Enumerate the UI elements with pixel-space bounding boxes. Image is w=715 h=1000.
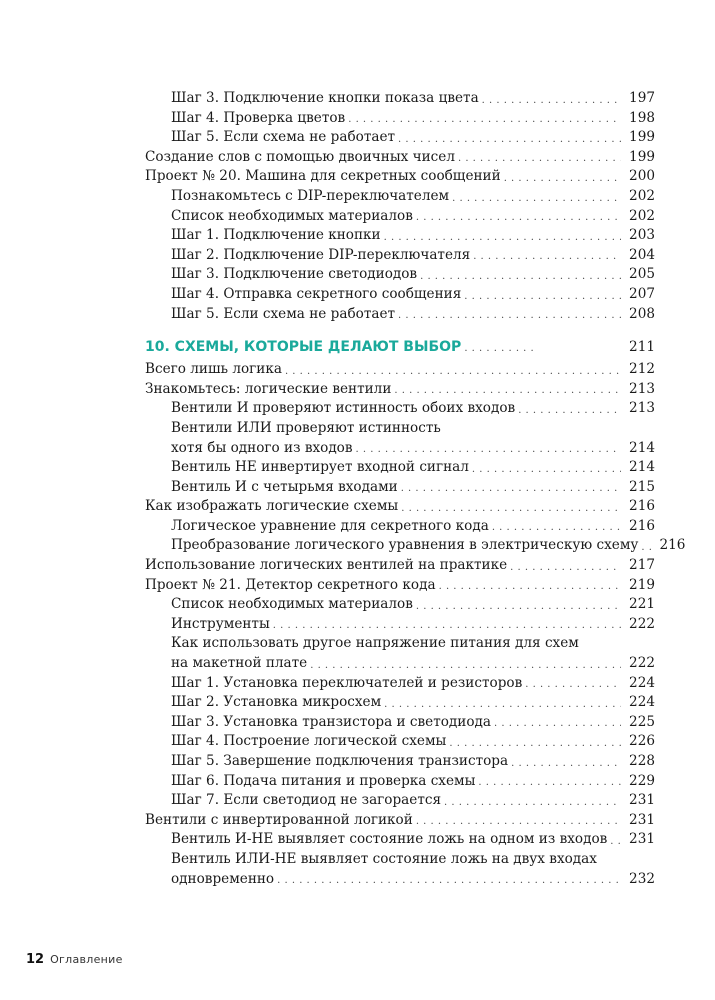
toc-entry-page: 224: [629, 674, 655, 691]
toc-entry-page: 231: [629, 831, 655, 848]
toc-entry[interactable]: [145, 654, 655, 674]
toc-entry-page: 217: [629, 557, 655, 574]
toc-entry-page: 203: [629, 227, 655, 244]
toc-entry-page: 221: [629, 596, 655, 613]
toc-entry[interactable]: [145, 458, 655, 478]
toc-entry-page: 226: [629, 733, 655, 750]
toc-entry-page: 219: [629, 576, 655, 593]
toc-entry-title-continuation: одновременно: [171, 870, 275, 887]
toc-leader-dots: [464, 337, 621, 357]
toc-entry-title: Инструменты: [171, 615, 270, 632]
toc-entry-page: 214: [629, 439, 655, 456]
toc-entry-page: 197: [629, 90, 655, 106]
toc-leader-dots: [398, 128, 621, 148]
toc-entry[interactable]: [145, 752, 655, 772]
toc-entry-title: Шаг 3. Установка транзистора и светодиода: [171, 713, 492, 730]
toc-entry-title: Проект № 20. Машина для секретных сообщений: [145, 168, 501, 185]
toc-leader-dots: [518, 399, 621, 419]
toc-leader-dots: [464, 285, 621, 305]
toc-entry-page: 224: [629, 694, 655, 711]
toc-entry-page: 212: [629, 361, 655, 378]
toc-entry-title: Вентили с инвертированной логикой: [145, 811, 413, 828]
toc-entry-title-line: Вентили ИЛИ проверяют истинность: [171, 419, 441, 436]
toc-entry-title: Шаг 5. Завершение подключения транзистора: [171, 753, 509, 769]
toc-entry[interactable]: [145, 732, 655, 752]
toc-leader-dots: [494, 713, 621, 733]
toc-entry[interactable]: [145, 226, 655, 246]
toc-leader-dots: [310, 654, 621, 674]
toc-leader-dots: [401, 478, 621, 498]
toc-leader-dots: [401, 497, 621, 517]
toc-leader-dots: [416, 207, 621, 227]
toc-leader-dots: [458, 148, 621, 168]
toc-entry-title: Шаг 4. Построение логической схемы: [171, 733, 447, 750]
toc-entry-page: 222: [629, 615, 655, 632]
toc-entry-title: Создание слов с помощью двоичных чисел: [145, 148, 455, 165]
toc-entry-page: 199: [629, 148, 655, 165]
toc-entry-page: 199: [629, 129, 655, 146]
toc-entry-page: 228: [629, 753, 655, 769]
toc-leader-dots: [444, 791, 621, 811]
toc-leader-dots: [348, 109, 621, 129]
toc-entry-title: Шаг 7. Если светодиод не загорается: [171, 792, 442, 809]
toc-entry-page: 215: [629, 478, 655, 495]
toc-entry-title-line: Как использовать другое напряжение питания для схем: [171, 635, 579, 652]
toc-entry-title: Логическое уравнение для секретного кода: [171, 517, 489, 534]
toc-entry-title-continuation: хотя бы одного из входов: [171, 439, 353, 456]
toc-entry-page: 216: [629, 517, 655, 534]
toc-entry-title: Список необходимых материалов: [171, 207, 413, 224]
toc-entry[interactable]: [145, 556, 655, 576]
toc-entry-title-continuation: на макетной плате: [171, 655, 308, 672]
toc-entry-title: Шаг 1. Установка переключателей и резисторов: [171, 674, 523, 691]
toc-entry[interactable]: [145, 109, 655, 129]
toc-entry-page: 204: [629, 246, 655, 263]
toc-entry-title: Шаг 2. Установка микросхем: [171, 694, 382, 711]
toc-entry-title: Проект № 21. Детектор секретного кода: [145, 576, 436, 593]
toc-leader-dots: [285, 360, 621, 380]
toc-entry[interactable]: [145, 595, 655, 615]
toc-leader-dots: [416, 595, 621, 615]
toc-entry-page: 200: [629, 168, 655, 185]
toc-entry-title: Как изображать логические схемы: [145, 498, 399, 515]
page-number: 12: [26, 952, 45, 967]
toc-entry[interactable]: [145, 576, 655, 596]
toc-entry[interactable]: [145, 128, 655, 148]
toc-entry[interactable]: [145, 478, 655, 498]
toc-entry-page: 202: [629, 207, 655, 224]
toc-entry[interactable]: [145, 89, 655, 109]
toc-leader-dots: [492, 517, 621, 537]
toc-leader-dots: [511, 752, 621, 772]
toc-entry-title: Преобразование логического уравнения в электрическую схему: [171, 537, 639, 554]
toc-entry-title: Вентиль И-НЕ выявляет состояние ложь на одном из входов: [171, 831, 608, 848]
toc-leader-dots: [384, 693, 621, 713]
toc-entry-title: Использование логических вентилей на практике: [145, 557, 508, 574]
toc-entry-page: 208: [629, 305, 655, 322]
toc-leader-dots: [473, 246, 621, 266]
toc-entry[interactable]: [145, 830, 655, 850]
table-of-contents: [145, 89, 686, 889]
toc-entry[interactable]: [145, 517, 655, 537]
toc-leader-dots: [504, 167, 621, 187]
toc-entry[interactable]: [145, 615, 655, 635]
toc-entry-title: Список необходимых материалов: [171, 596, 413, 613]
toc-entry[interactable]: [145, 772, 655, 792]
toc-leader-dots: [525, 674, 621, 694]
toc-entry[interactable]: [145, 791, 655, 811]
toc-entry-page: 222: [629, 655, 655, 672]
toc-entry-page: 213: [629, 380, 655, 397]
toc-entry[interactable]: [145, 536, 686, 556]
toc-leader-dots: [610, 830, 621, 850]
toc-entry[interactable]: [145, 187, 655, 207]
toc-leader-dots: [439, 576, 621, 596]
toc-entry-title: Познакомьтесь с DIP-переключателем: [171, 187, 450, 204]
toc-leader-dots: [384, 226, 621, 246]
toc-entry[interactable]: [145, 265, 655, 285]
toc-entry-page: 229: [629, 772, 655, 789]
toc-entry[interactable]: [145, 870, 655, 890]
toc-leader-dots: [641, 536, 651, 556]
toc-leader-dots: [398, 305, 621, 325]
toc-entry[interactable]: [145, 693, 655, 713]
toc-leader-dots: [449, 732, 621, 752]
toc-entry[interactable]: [145, 360, 655, 380]
toc-entry-title: Шаг 3. Подключение светодиодов: [171, 266, 418, 283]
toc-entry-page: 225: [629, 713, 655, 730]
toc-leader-dots: [394, 380, 621, 400]
toc-entry-page: 198: [629, 109, 655, 126]
toc-entry-page: 205: [629, 266, 655, 283]
toc-entry-title: Шаг 1. Подключение кнопки: [171, 227, 381, 244]
toc-leader-dots: [478, 772, 621, 792]
toc-entry-title: Вентиль НЕ инвертирует входной сигнал: [171, 459, 469, 476]
toc-entry-title: Шаг 5. Если схема не работает: [171, 305, 396, 322]
toc-entry[interactable]: [145, 497, 655, 517]
toc-entry[interactable]: [145, 439, 655, 459]
running-header-label: Оглавление: [50, 953, 123, 966]
toc-entry-title: Шаг 2. Подключение DIP-переключателя: [171, 246, 471, 263]
toc-entry-title: Знакомьтесь: логические вентили: [145, 380, 392, 397]
toc-entry[interactable]: [145, 713, 655, 733]
toc-entry-title: Шаг 3. Подключение кнопки показа цвета: [171, 90, 479, 106]
toc-entry-page: 232: [629, 870, 655, 887]
toc-chapter-heading[interactable]: [145, 337, 655, 357]
toc-entry-title: Шаг 6. Подача питания и проверка схемы: [171, 772, 476, 789]
toc-entry-page: 216: [659, 537, 686, 554]
toc-entry-title-line: Вентиль ИЛИ-НЕ выявляет состояние ложь на двух входах: [171, 850, 597, 867]
toc-entry-title: Вентиль И с четырьмя входами: [171, 478, 398, 495]
toc-entry-page: 231: [629, 811, 655, 828]
toc-entry-page: 207: [629, 285, 655, 302]
toc-leader-dots: [273, 615, 621, 635]
toc-entry-page: 202: [629, 187, 655, 204]
toc-leader-dots: [510, 556, 621, 576]
toc-entry-title: Шаг 4. Проверка цветов: [171, 109, 346, 126]
toc-entry-page: 211: [629, 339, 655, 356]
toc-entry[interactable]: [145, 811, 655, 831]
toc-entry-title: Шаг 5. Если схема не работает: [171, 129, 396, 146]
toc-leader-dots: [452, 187, 621, 207]
toc-entry-title: 10. СХЕМЫ, КОТОРЫЕ ДЕЛАЮТ ВЫБОР: [145, 339, 462, 356]
toc-entry[interactable]: [145, 380, 655, 400]
toc-entry-title: Всего лишь логика: [145, 361, 282, 378]
toc-entry-page: 231: [629, 792, 655, 809]
toc-entry[interactable]: [145, 246, 655, 266]
toc-entry[interactable]: [145, 399, 655, 419]
toc-entry[interactable]: [145, 207, 655, 227]
toc-leader-dots: [472, 458, 621, 478]
toc-entry-title: Шаг 4. Отправка секретного сообщения: [171, 285, 462, 302]
toc-entry-page: 216: [629, 498, 655, 515]
toc-leader-dots: [482, 89, 621, 109]
toc-leader-dots: [277, 870, 621, 890]
toc-entry-page: 214: [629, 459, 655, 476]
toc-leader-dots: [356, 439, 621, 459]
toc-entry-page: 213: [629, 400, 655, 417]
toc-entry[interactable]: [145, 674, 655, 694]
toc-entry[interactable]: [145, 305, 655, 325]
toc-leader-dots: [420, 265, 621, 285]
toc-leader-dots: [416, 811, 621, 831]
toc-entry[interactable]: [145, 285, 655, 305]
toc-entry[interactable]: [145, 148, 655, 168]
toc-entry-title: Вентили И проверяют истинность обоих входов: [171, 400, 516, 417]
toc-entry[interactable]: [145, 167, 655, 187]
page-footer: [26, 948, 123, 967]
